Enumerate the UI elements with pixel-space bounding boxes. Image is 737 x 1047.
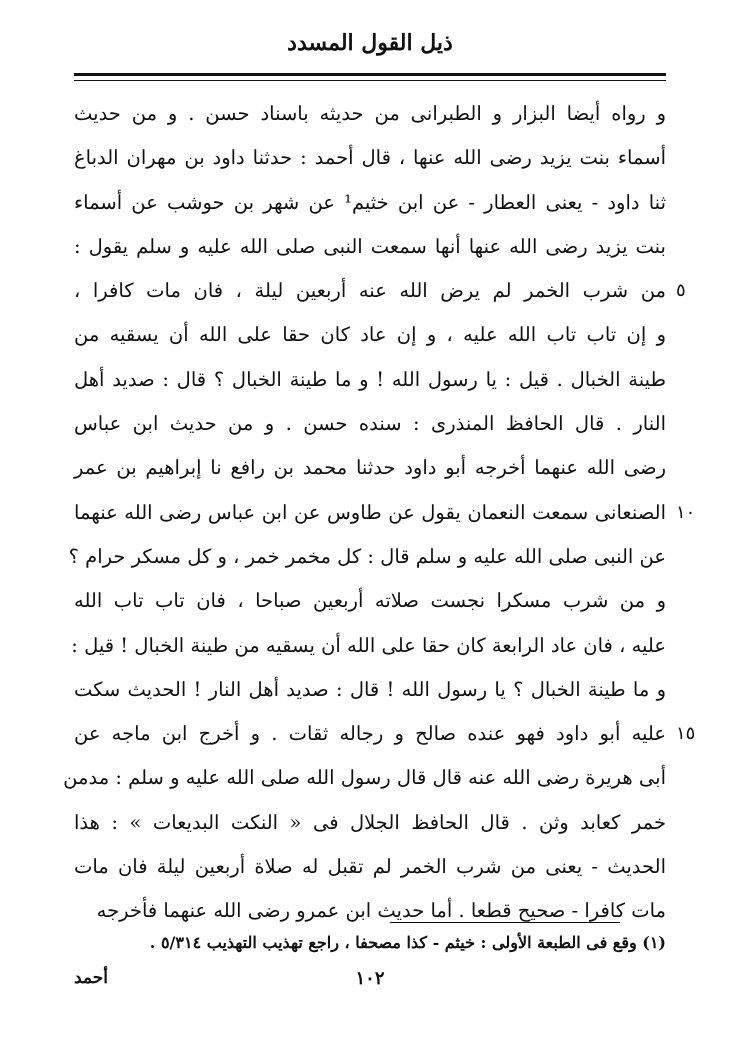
text-line [74,712,696,756]
text-line [74,92,666,136]
text-line [74,668,666,712]
line-text: أسماء بنت يزيد رضى الله عنها ، قال أحمد : حدثنا داود بن مهران الدباغ [74,146,666,170]
line-text: عليه ، فان عاد الرابعة كان حقا على الله أن يسقيه من طينة الخبال ! قيل : [71,633,666,657]
line-text: النار . قال الحافظ المنذرى : سنده حسن . و من حديث ابن عباس [74,412,666,436]
footnote-rule [390,922,620,923]
text-line [74,269,686,313]
running-header: ذيل القول المسدد [287,30,453,56]
line-text: أبى هريرة رضى الله عنه قال قال رسول الله صلى الله عليه و سلم : مدمن [63,766,666,790]
line-text: من شرب الخمر لم يرض الله عنه أربعين ليلة ، فان مات كافرا ، [74,279,666,303]
text-line [74,225,666,269]
line-text: عليه أبو داود فهو عنده صالح و رجاله ثقات . و أخرج ابن ماجه عن [74,722,666,746]
text-line [74,313,666,357]
main-text [63,92,696,934]
text-line [74,446,666,490]
line-text: خمر كعابد وثن . قال الحافظ الجلال فى « النكت البديعات » : هذا [74,810,666,834]
text-line [74,181,666,225]
text-line [74,491,696,535]
line-number: ١٠ [676,501,696,523]
header-rule-thick [74,73,666,76]
text-line [74,402,666,446]
catchword: أحمد [74,968,108,988]
line-text: ثنا داود - يعنى العطار - عن ابن خثيم¹ عن شهر بن حوشب عن أسماء [74,190,666,214]
line-text: رضى الله عنهما أخرجه أبو داود حدثنا محمد بن رافع نا إبراهيم بن عمر [74,456,666,480]
footnote: (١) وقع فى الطبعة الأولى : خيثم - كذا مصحفا ، راجع تهذيب التهذيب ٥/٣١٤ . [149,933,666,952]
text-line [74,358,666,402]
text-line [68,535,666,579]
text-line [74,845,666,889]
line-text: و إن تاب تاب الله عليه ، و إن عاد كان حقا على الله أن يسقيه من [74,323,666,347]
text-line [74,579,666,623]
line-text: و من شرب مسكرا نجست صلاته أربعين صباحا ، فان تاب تاب الله [74,589,666,613]
header-rule-thin [74,80,666,81]
line-text: الصنعانى سمعت النعمان يقول عن طاوس عن ابن عباس رضى الله عنهما [74,500,666,524]
text-line [74,136,666,180]
line-number: ١٥ [676,723,696,745]
text-line [63,756,666,800]
line-number: ٥ [676,280,686,302]
line-text: طينة الخبال . قيل : يا رسول الله ! و ما طينة الخبال ؟ قال : صديد أهل [74,367,666,391]
text-line [74,801,666,845]
line-text: مات كافرا - صحيح قطعا . أما حديث ابن عمرو رضى الله عنهما فأخرجه [96,899,666,923]
line-text: الحديث - يعنى من شرب الخمر لم تقبل له صلاة أربعين ليلة فان مات [74,855,666,879]
line-text: بنت يزيد رضى الله عنها أنها سمعت النبى صلى الله عليه و سلم يقول : [74,234,666,258]
line-text: و رواه أيضا البزار و الطبرانى من حديثه باسناد حسن . و من حديث [74,102,666,125]
text-line [71,624,666,668]
line-text: و ما طينة الخبال ؟ يا رسول الله ! قال : صديد أهل النار ! الحديث سكت [74,677,666,701]
line-text: عن النبى صلى الله عليه و سلم قال : كل مخمر خمر ، و كل مسكر حرام ؟ [68,544,666,568]
text-line [74,889,666,933]
page-number: ١٠٢ [355,968,385,989]
